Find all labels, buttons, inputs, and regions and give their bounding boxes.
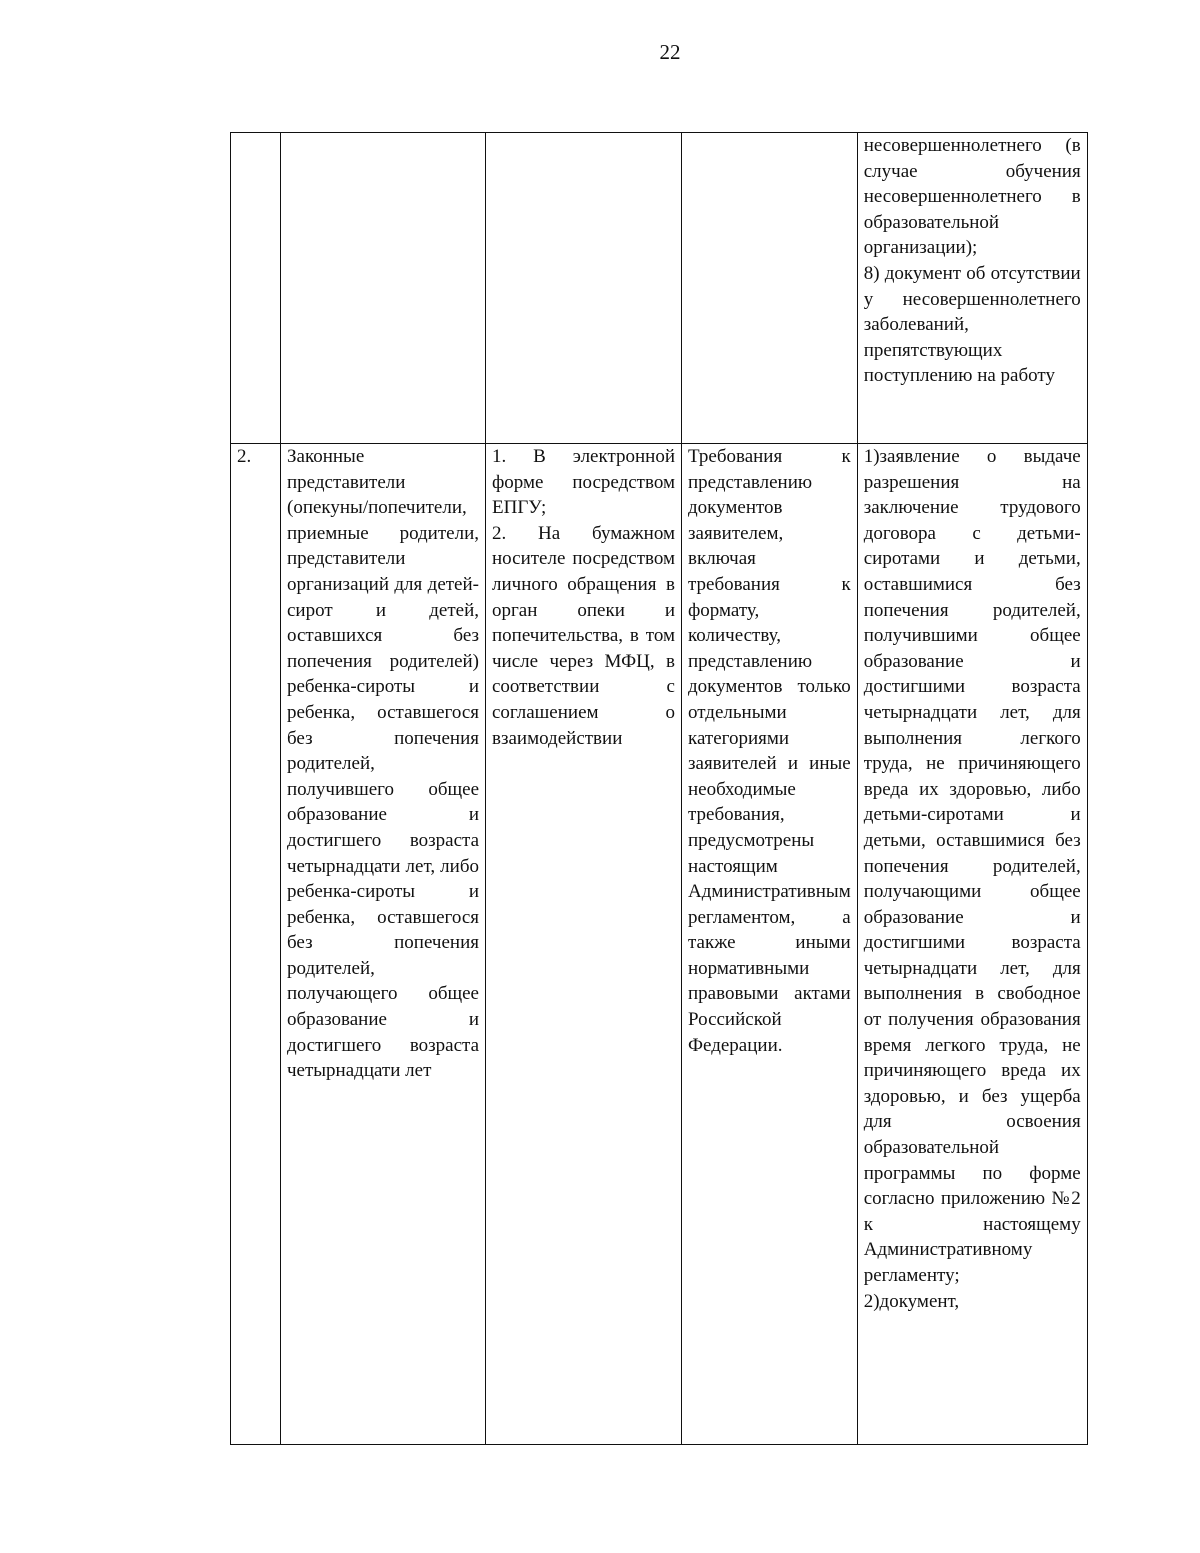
table-row: [231, 133, 1088, 444]
cell-applicant-category: [281, 133, 486, 444]
documents-table: [230, 132, 1088, 1445]
table-row: [231, 444, 1088, 1445]
cell-applicant-category: Законные представители (опекуны/попечители, приемные родители, представители организаций для детей-сирот и детей, оставшихся без попечения родителей) ребенка-сироты и ребенка, оставшегося без попечения родителей, получившего общее образование и достигшего возраста четырнадцати лет, либо ребенка-сироты и ребенка, оставшегося без попечения родителей, получающего общее образование и достигшего возраста четырнадцати лет: [281, 444, 486, 1445]
cell-documents-list: [857, 444, 1087, 1445]
cell-number: [231, 133, 281, 444]
cell-submission-method: [486, 133, 682, 444]
cell-requirements: [682, 133, 858, 444]
page-number: 22: [659, 40, 681, 64]
cell-number: 2.: [231, 444, 281, 1445]
documents-list-text: 1)заявление о выдаче разрешения на заключение трудового договора с детьми-сиротами и детьми, оставшимися без попечения родителей, получившими общее образование и достигшими возраста четырнадцати лет, для выполнения легкого труда, не причиняющего вреда их здоровью, либо детьми-сиротами и детьми, оставшимися без попечения родителей, получающими общее образование и достигшими возраста четырнадцати лет, для выполнения в свободное от получения образования время легкого труда, не причиняющего вреда их здоровью, и без ущерба для освоения образовательной программы по форме согласно приложению №2 к настоящему Административному регламенту; 2)документ,: [863, 446, 1081, 1312]
documents-list-text: несовершеннолетнего (в случае обучения несовершеннолетнего в образовательной организации); 8) документ об отсутствии у несовершеннолетнего заболеваний, препятствующих поступлению на работу: [863, 135, 1081, 387]
cell-submission-method: [486, 444, 682, 1445]
cell-requirements: Требования к представлению документов заявителем, включая требования к формату, количеству, представлению документов только отдельными категориями заявителей и иные необходимые требования, предусмотрены настоящим Административным регламентом, а также иными нормативными правовыми актами Российской Федерации.: [682, 444, 858, 1445]
submission-method-text: 1. В электронной форме посредством ЕПГУ; 2. На бумажном носителе посредством личного обращения в орган опеки и попечительства, в том числе через МФЦ, в соответствии с соглашением о взаимодействии: [492, 446, 675, 749]
cell-documents-list: [857, 133, 1087, 444]
